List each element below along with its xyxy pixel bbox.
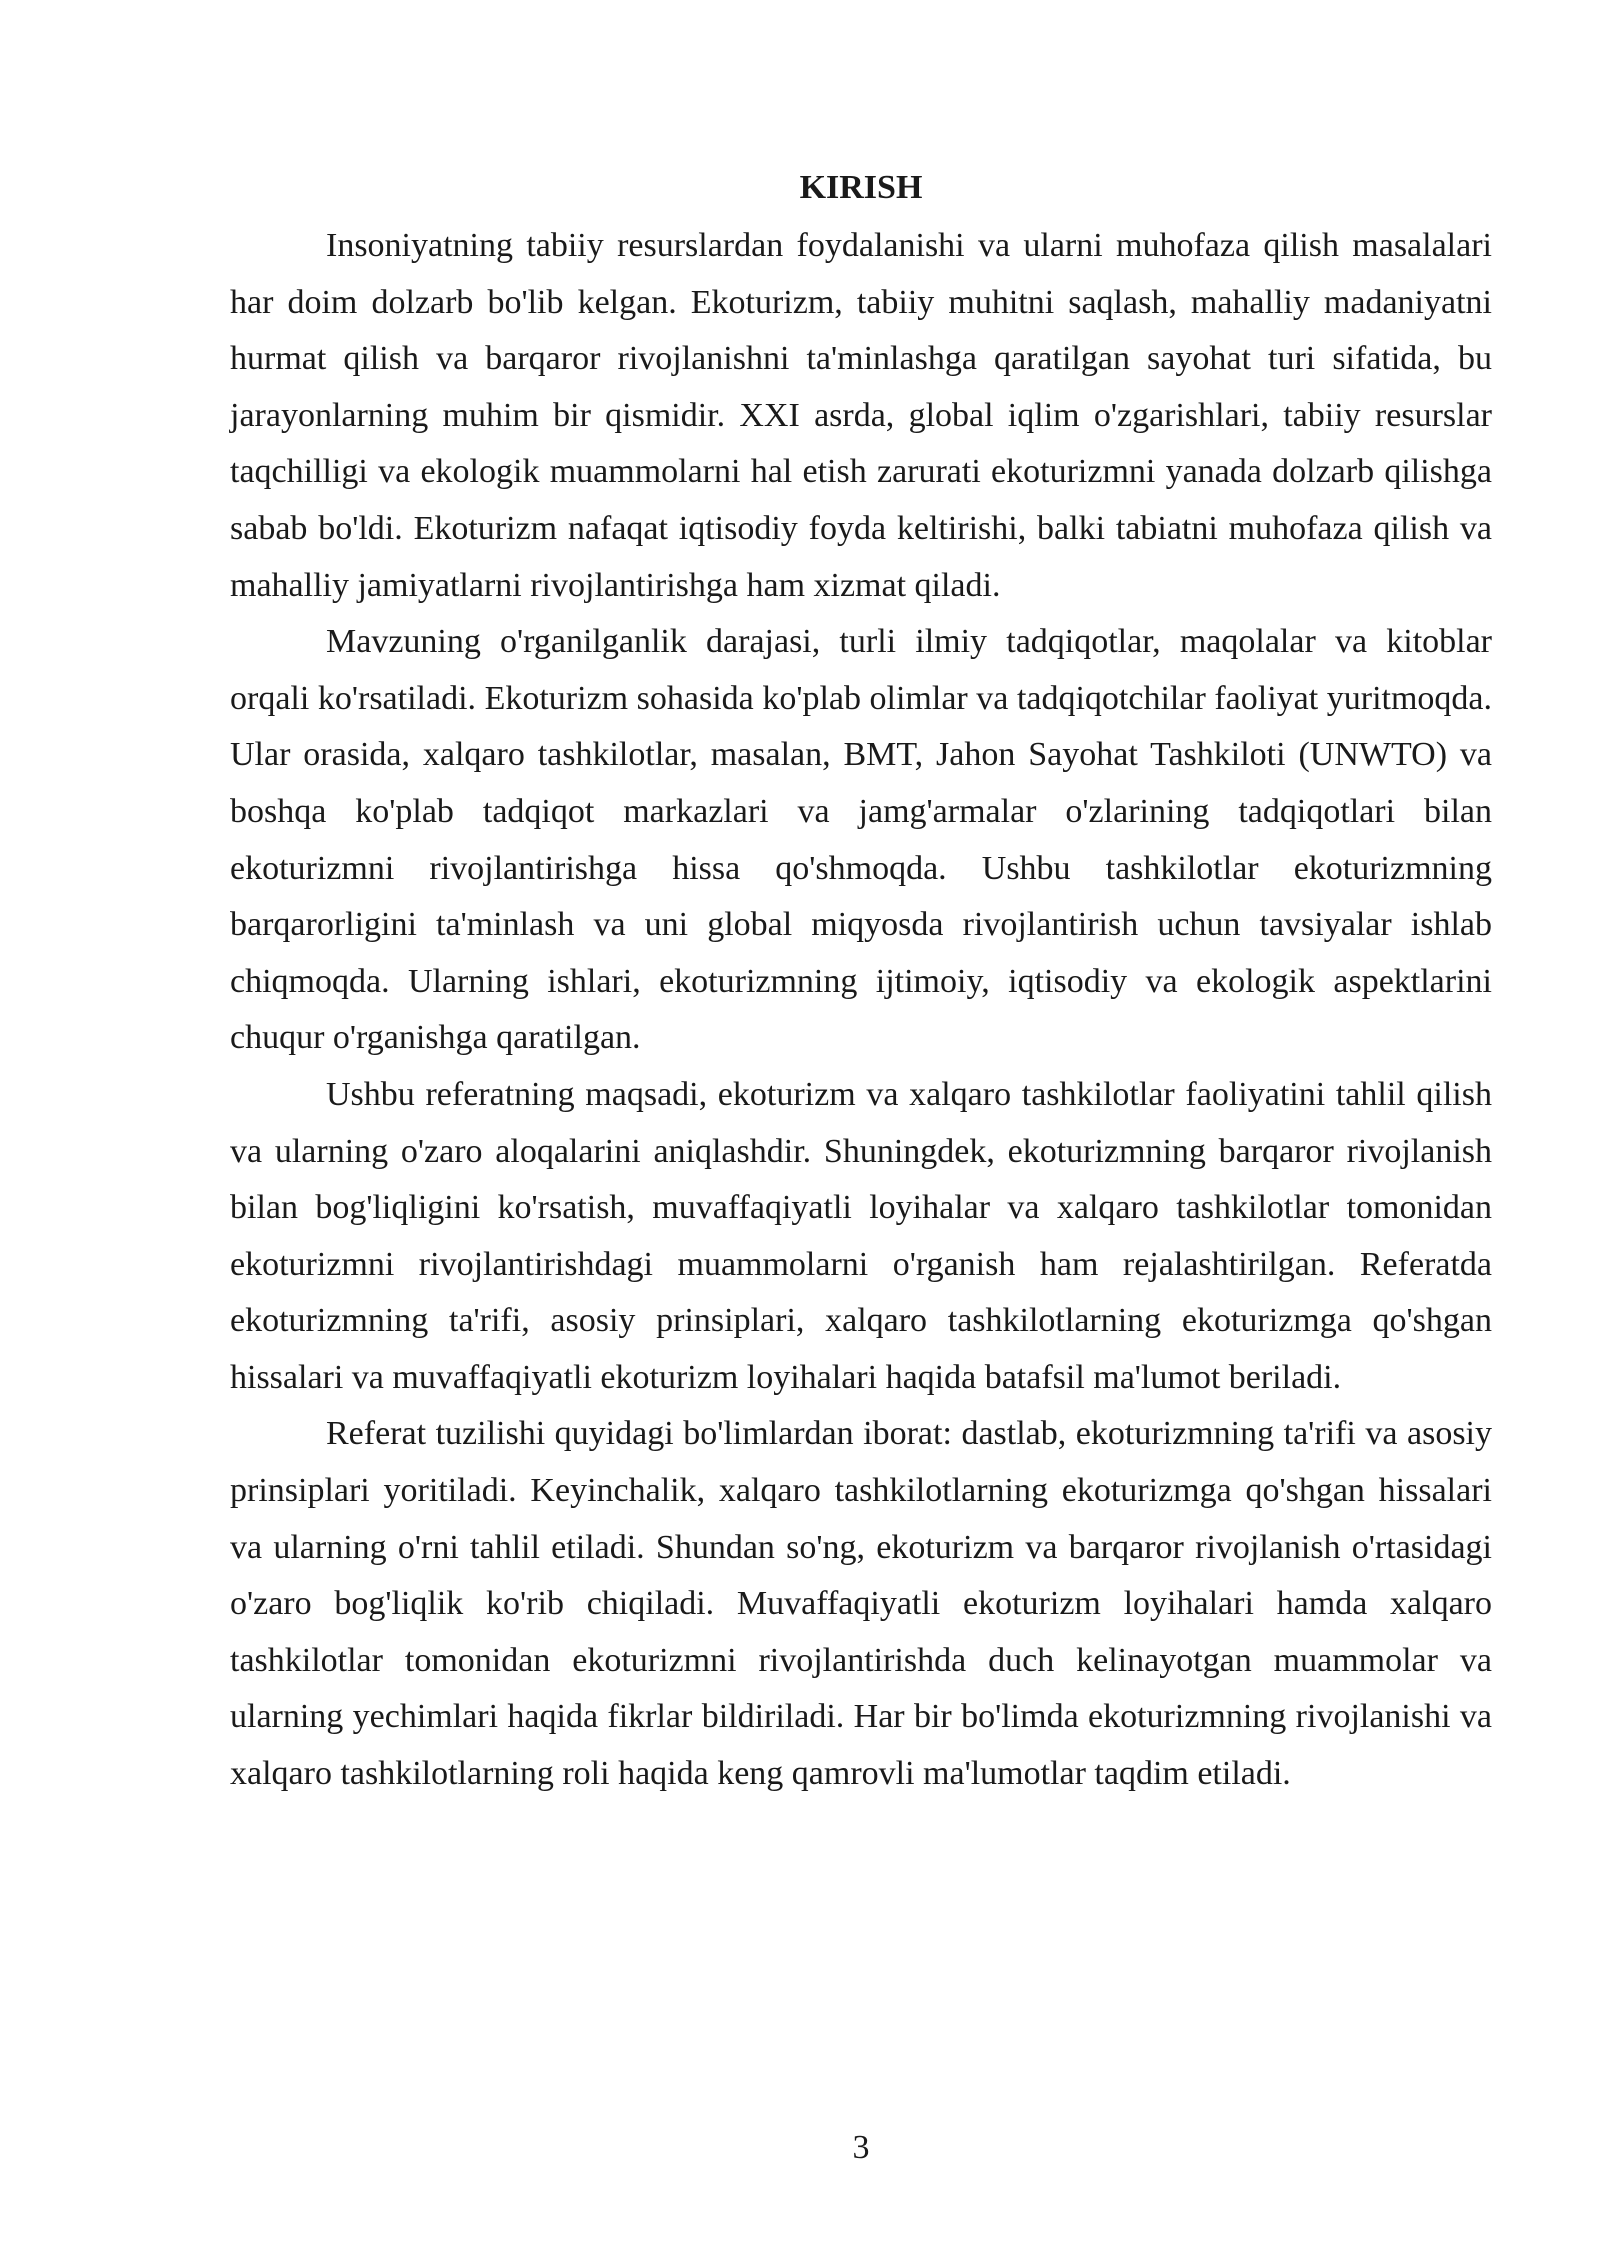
paragraph-introduction: Insoniyatning tabiiy resurslardan foydalanishi va ularni muhofaza qilish masalalari har doim dolzarb bo'lib kelgan. Ekoturizm, tabiiy muhitni saqlash, mahalliy madaniyatni hurmat qilish va barqaror rivojlanishni ta'minlashga qaratilgan sayohat turi sifatida, bu jarayonlarning muhim bir qismidir. XXI asrda, global iqlim o'zgarishlari, tabiiy resurslar taqchilligi va ekologik muammolarni hal etish zarurati ekoturizmni yanada dolzarb qilishga sabab bo'ldi. Ekoturizm nafaqat iqtisodiy foyda keltirishi, balki tabiatni muhofaza qilish va mahalliy jamiyatlarni rivojlantirishga ham xizmat qiladi. — [230, 227, 1492, 604]
paragraph-research-level: Mavzuning o'rganilganlik darajasi, turli ilmiy tadqiqotlar, maqolalar va kitoblar orqali ko'rsatiladi. Ekoturizm sohasida ko'plab olimlar va tadqiqotchilar faoliyat yuritmoqda. Ular orasida, xalqaro tashkilotlar, masalan, BMT, Jahon Sayohat Tashkiloti (UNWTO) va boshqa ko'plab tadqiqot markazlari va jamg'armalar o'zlarining tadqiqotlari bilan ekoturizmni rivojlantirishga hissa qo'shmoqda. Ushbu tashkilotlar ekoturizmning barqarorligini ta'minlash va uni global miqyosda rivojlantirish uchun tavsiyalar ishlab chiqmoqda. Ularning ishlari, ekoturizmning ijtimoiy, iqtisodiy va ekologik aspektlarini chuqur o'rganishga qaratilgan. — [230, 623, 1492, 1057]
section-heading: KIRISH — [799, 169, 923, 206]
page-number: 3 — [852, 2129, 870, 2166]
page-content — [230, 160, 1492, 1803]
paragraph-structure: Referat tuzilishi quyidagi bo'limlardan iborat: dastlab, ekoturizmning ta'rifi va asosiy prinsiplari yoritiladi. Keyinchalik, xalqaro tashkilotlarning ekoturizmga qo'shgan hissalari va ularning o'rni tahlil etiladi. Shundan so'ng, ekoturizm va barqaror rivojlanish o'rtasidagi o'zaro bog'liqlik ko'rib chiqiladi. Muvaffaqiyatli ekoturizm loyihalari hamda xalqaro tashkilotlar tomonidan ekoturizmni rivojlantirishda duch kelinayotgan muammolar va ularning yechimlari haqida fikrlar bildiriladi. Har bir bo'limda ekoturizmning rivojlanishi va xalqaro tashkilotlarning roli haqida keng qamrovli ma'lumotlar taqdim etiladi. — [230, 1415, 1492, 1793]
paragraph-purpose: Ushbu referatning maqsadi, ekoturizm va xalqaro tashkilotlar faoliyatini tahlil qilish va ularning o'zaro aloqalarini aniqlashdir. Shuningdek, ekoturizmning barqaror rivojlanish bilan bog'liqligini ko'rsatish, muvaffaqiyatli loyihalar va xalqaro tashkilotlar tomonidan ekoturizmni rivojlantirishdagi muammolarni o'rganish ham rejalashtirilgan. Referatda ekoturizmning ta'rifi, asosiy prinsiplari, xalqaro tashkilotlarning ekoturizmga qo'shgan hissalari va muvaffaqiyatli ekoturizm loyihalari haqida batafsil ma'lumot beriladi. — [230, 1075, 1492, 1396]
